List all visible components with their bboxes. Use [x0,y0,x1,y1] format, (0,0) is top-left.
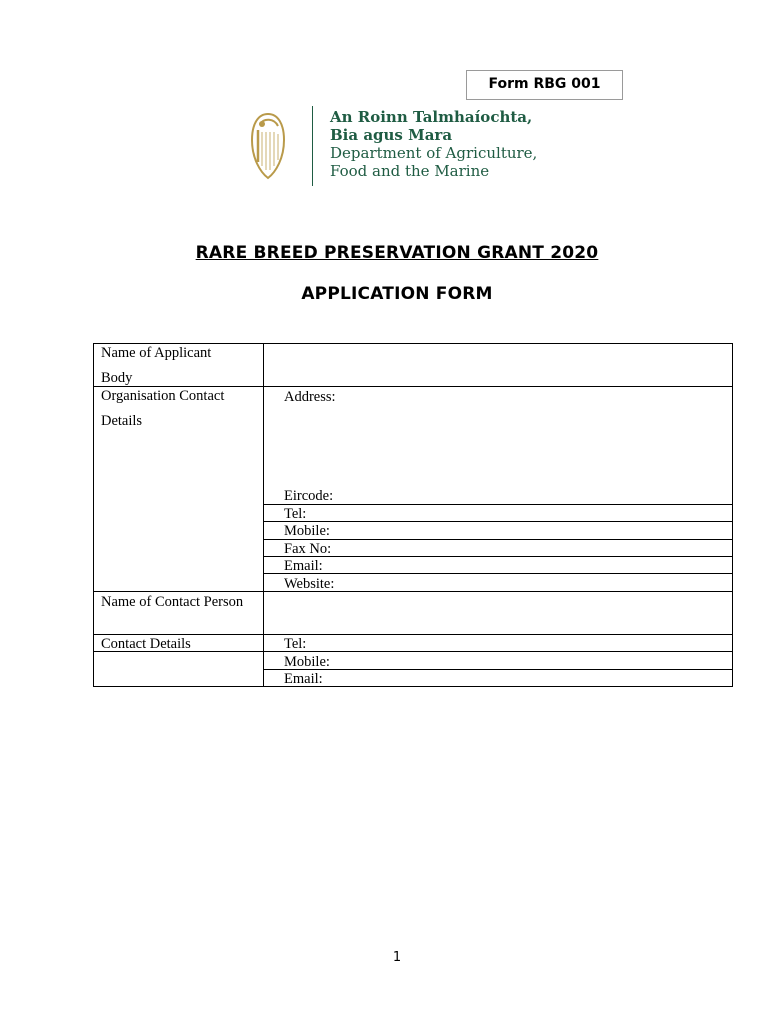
page-number: 1 [392,950,402,965]
department-name [330,108,537,180]
field-divider [263,539,732,540]
document-subtitle: APPLICATION FORM [301,284,493,304]
eircode-label: Eircode: [284,488,334,504]
form-code-badge: Form RBG 001 [466,70,623,100]
row-divider [94,591,732,592]
contact-details-label: Contact Details [101,636,191,652]
organisation-contact-label: Organisation Contact Details [101,388,225,429]
department-name-irish-line1: An Roinn Talmhaíochta, [330,108,533,126]
row-divider [94,634,732,635]
org-email-label: Email: [284,558,323,574]
website-label: Website: [284,576,335,592]
address-label: Address: [284,389,336,405]
contact-email-label: Email: [284,671,323,687]
contact-person-input[interactable] [266,594,730,632]
org-tel-label: Tel: [284,506,307,522]
fax-label: Fax No: [284,541,332,557]
harp-crest-icon [248,110,288,182]
contact-mobile-label: Mobile: [284,654,330,670]
org-mobile-label: Mobile: [284,523,330,539]
field-divider [263,669,732,670]
field-divider [263,521,732,522]
document-title: RARE BREED PRESERVATION GRANT 2020 [195,243,599,263]
applicant-body-input[interactable] [266,346,730,384]
applicant-body-label: Name of Applicant Body [101,345,212,386]
field-divider [263,573,732,574]
department-name-english-line1: Department of Agriculture, [330,144,538,162]
department-name-irish-line2: Bia agus Mara [330,126,453,144]
address-input[interactable] [266,406,730,486]
logo-divider [312,106,313,186]
contact-person-label: Name of Contact Person [101,594,244,610]
application-form-table [93,343,733,687]
field-divider [263,556,732,557]
department-name-english-line2: Food and the Marine [330,162,490,180]
field-divider [263,504,732,505]
contact-tel-label: Tel: [284,636,307,652]
